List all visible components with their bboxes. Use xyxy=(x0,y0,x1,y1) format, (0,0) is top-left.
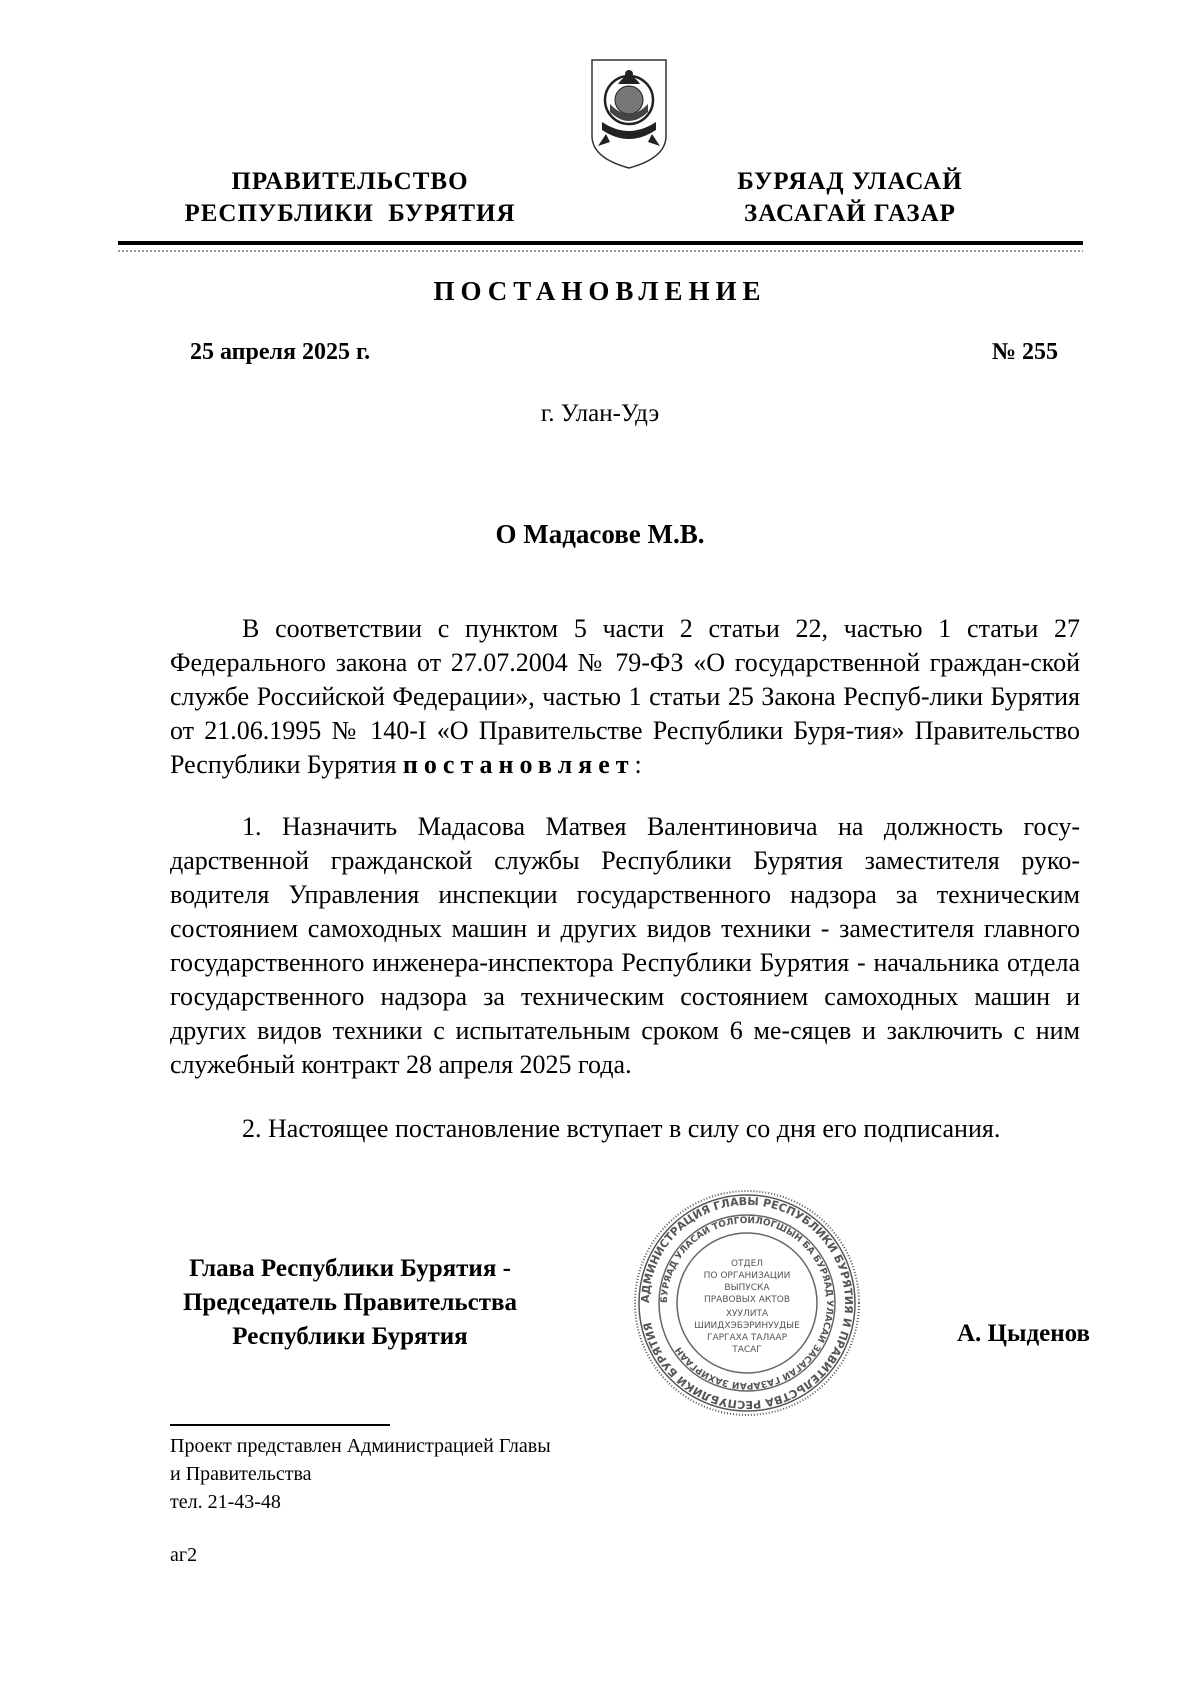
document-city: г. Улан-Удэ xyxy=(540,400,660,427)
footer-divider xyxy=(170,1424,390,1426)
document-number: № 255 xyxy=(991,339,1058,365)
header-left-line2: РЕСПУБЛИКИ БУРЯТИЯ xyxy=(184,200,516,227)
signatory-title xyxy=(150,1252,550,1354)
signatory-title-line3: Республики Бурятия xyxy=(232,1323,468,1350)
preamble-text: В соответствии с пунктом 5 части 2 статьи 22, частью 1 статьи 27 Федерального закона от 27.07.2004 № 79-ФЗ «О государственной граждан-ской службе Российской Федерации», частью 1 статьи 25 Закона Респуб-лики Бурятия от 21.06.1995 № 140-I «О Правительстве Республики Буря-тия» Правительство Республики Бурятия xyxy=(170,614,1080,779)
header-right-line2: ЗАСАГАЙ ГАЗАР xyxy=(744,200,956,227)
coat-of-arms-icon xyxy=(588,54,670,172)
signatory-name: А. Цыденов xyxy=(956,1320,1090,1347)
stamp-inner-text: БУРЯАД УЛАСАЙ ТОЛГОЙЛОГШЫН БА БУРЯАД УЛАСАЙ ЗАСАГАЙ ГАЗАРАЙ ЗАХИРГААН xyxy=(659,1215,835,1391)
document-subject: О Мадасове М.В. xyxy=(495,519,705,549)
footer-line1: Проект представлен Администрацией Главы xyxy=(170,1435,551,1457)
footer-code: аг2 xyxy=(170,1544,198,1566)
stamp-center-line-1: ОТДЕЛ xyxy=(730,1259,764,1269)
decree-word: постановляет xyxy=(402,750,635,779)
header-divider-thin xyxy=(118,250,1083,252)
item-1: 1. Назначить Мадасова Матвея Валентиновича на должность госу-дарственной гражданской службы Республики Бурятия заместителя руко-водителя Управления инспекции государственного надзора за техническим состоянием самоходных машин и других видов техники - заместителя главного государственного инженера-инспектора Республики Бурятия - начальника отдела государственного надзора за техническим состоянием самоходных машин и других видов техники с испытательным сроком 6 ме-сяцев и заключить с ним служебный контракт 28 апреля 2025 года. xyxy=(170,812,1080,1079)
footer-line2: и Правительства xyxy=(170,1463,312,1485)
header-left-line1: ПРАВИТЕЛЬСТВО xyxy=(231,168,469,195)
stamp-center-line-6: ШИИДХЭБЭРИНУУДЫЕ xyxy=(694,1321,800,1331)
stamp-center-line-7: ГАРГАХА ТАЛААР xyxy=(706,1333,788,1343)
header-right-line1: БУРЯАД УЛАСАЙ xyxy=(737,168,963,195)
footer-line3: тел. 21-43-48 xyxy=(170,1491,281,1513)
header-right-title xyxy=(680,166,1020,230)
signatory-title-line2: Председатель Правительства xyxy=(182,1289,518,1316)
stamp-outer-text: АДМИНИСТРАЦИЯ ГЛАВЫ РЕСПУБЛИКИ БУРЯТИЯ И ПРАВИТЕЛЬСТВА РЕСПУБЛИКИ БУРЯТИЯ xyxy=(638,1194,856,1412)
header-divider-thick xyxy=(118,241,1083,245)
document-date: 25 апреля 2025 г. xyxy=(190,339,371,365)
stamp-center-line-8: ТАСАГ xyxy=(732,1345,762,1355)
stamp-center-line-2: ПО ОРГАНИЗАЦИИ xyxy=(703,1271,791,1281)
signatory-title-line1: Глава Республики Бурятия - xyxy=(189,1255,511,1282)
footer-note xyxy=(170,1432,551,1516)
official-seal-icon xyxy=(632,1188,862,1418)
stamp-center-line-3: ВЫПУСКА xyxy=(724,1283,770,1293)
item-2: 2. Настоящее постановление вступает в силу со дня его подписания. xyxy=(242,1114,1001,1143)
stamp-center-line-5: ХУУЛИТА xyxy=(725,1309,769,1319)
document-type: ПОСТАНОВЛЕНИЕ xyxy=(433,276,767,306)
decree-colon: : xyxy=(634,750,642,779)
preamble-paragraph xyxy=(170,612,1080,782)
header-left-title xyxy=(150,166,550,230)
stamp-center-line-4: ПРАВОВЫХ АКТОВ xyxy=(703,1295,791,1305)
